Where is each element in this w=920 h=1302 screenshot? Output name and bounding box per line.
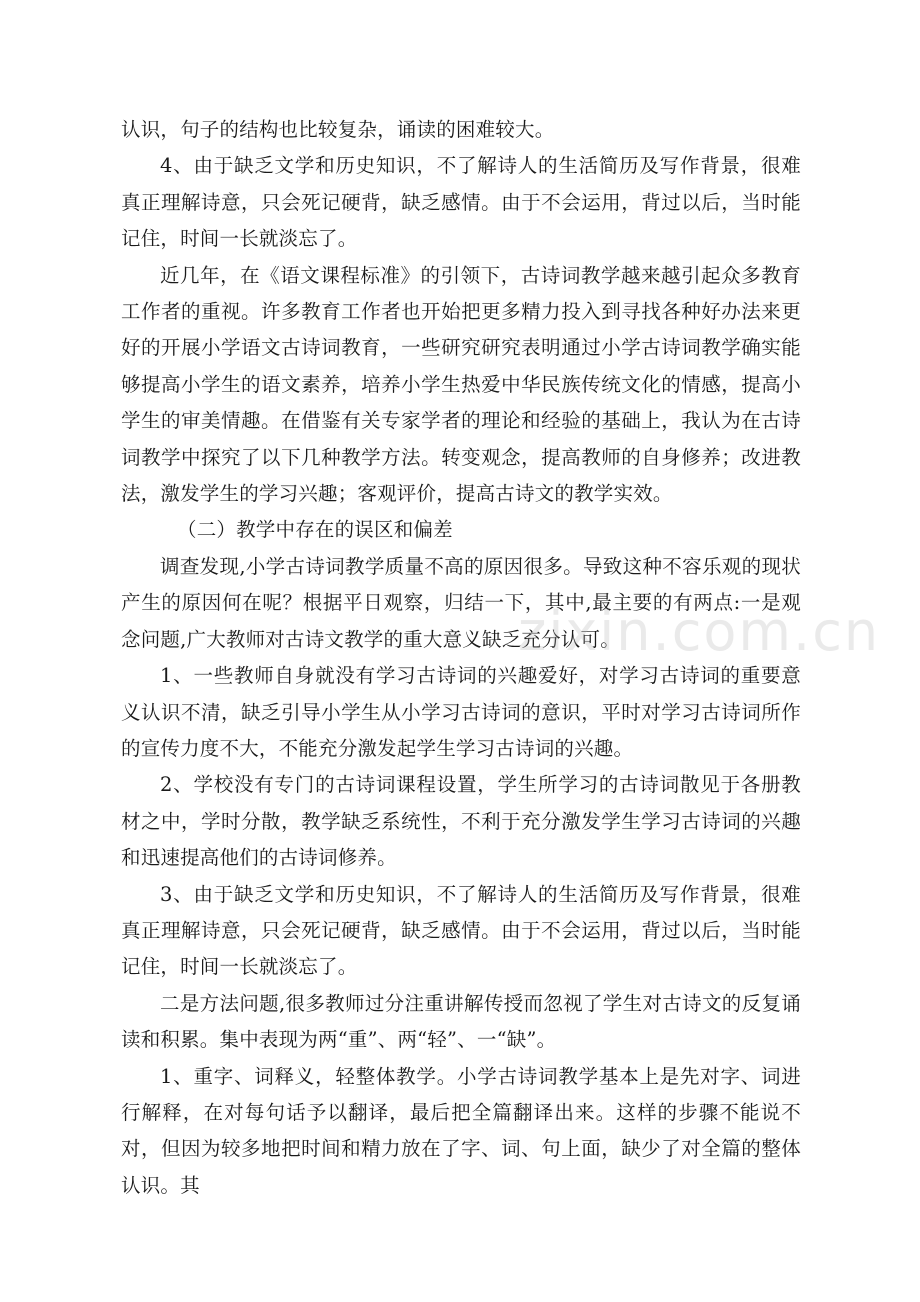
paragraph-5: 1、一些教师自身就没有学习古诗词的兴趣爱好，对学习古诗词的重要意义认识不清，缺乏引导小学生从小学习古诗词的意识，平时对学习古诗词所作的宣传力度不大，不能充分激发起学生学习古诗词的兴趣。 (121, 664, 801, 760)
paragraph-7: 3、由于缺乏文学和历史知识，不了解诗人的生活简历及写作背景，很难真正理解诗意，只会死记硬背，缺乏感情。由于不会运用，背过以后，当时能记住，时间一长就淡忘了。 (121, 882, 801, 979)
paragraph-4: 调查发现,小学古诗词教学质量不高的原因很多。导致这种不容乐观的现状产生的原因何在呢？根据平日观察，归结一下，其中,最主要的有两点:一是观念问题,广大教师对古诗文教学的重大意义缺乏充分认可。 (121, 554, 801, 651)
paragraph-8: 二是方法问题,很多教师过分注重讲解传授而忽视了学生对古诗文的反复诵读和积累。集中表现为两“重”、两“轻”、一“缺”。 (121, 991, 801, 1052)
paragraph-3: 近几年，在《语文课程标准》的引领下，古诗词教学越来越引起众多教育工作者的重视。许多教育工作者也开始把更多精力投入到寻找各种好办法来更好的开展小学语文古诗词教育，一些研究研究表明通过小学古诗词教学确实能够提高小学生的语文素养，培养小学生热爱中华民族传统文化的情感，提高小学生的审美情趣。在借鉴有关专家学者的理论和经验的基础上，我认为在古诗词教学中探究了以下几种教学方法。转变观念，提高教师的自身修养；改进教法，激发学生的学习兴趣；客观评价，提高古诗文的教学实效。 (121, 263, 801, 506)
paragraph-6: 2、学校没有专门的古诗词课程设置，学生所学习的古诗词散见于各册教材之中，学时分散，教学缺乏系统性，不利于充分激发学生学习古诗词的兴趣和迅速提高他们的古诗词修养。 (121, 773, 801, 870)
document-body (121, 112, 801, 1204)
watermark: zixin.com.cn (518, 600, 881, 663)
paragraph-2: 4、由于缺乏文学和历史知识，不了解诗人的生活简历及写作背景，很难真正理解诗意，只会死记硬背，缺乏感情。由于不会运用，背过以后，当时能记住，时间一长就淡忘了。 (121, 154, 801, 251)
paragraph-9: 1、重字、词释义，轻整体教学。小学古诗词教学基本上是先对字、词进行解释，在对每句话予以翻译，最后把全篇翻译出来。这样的步骤不能说不对，但因为较多地把时间和精力放在了字、词、句上面，缺少了对全篇的整体认识。其 (121, 1064, 801, 1197)
paragraph-1: 认识，句子的结构也比较复杂，诵读的困难较大。 (121, 118, 555, 141)
section-heading: （二）教学中存在的误区和偏差 (177, 518, 453, 542)
